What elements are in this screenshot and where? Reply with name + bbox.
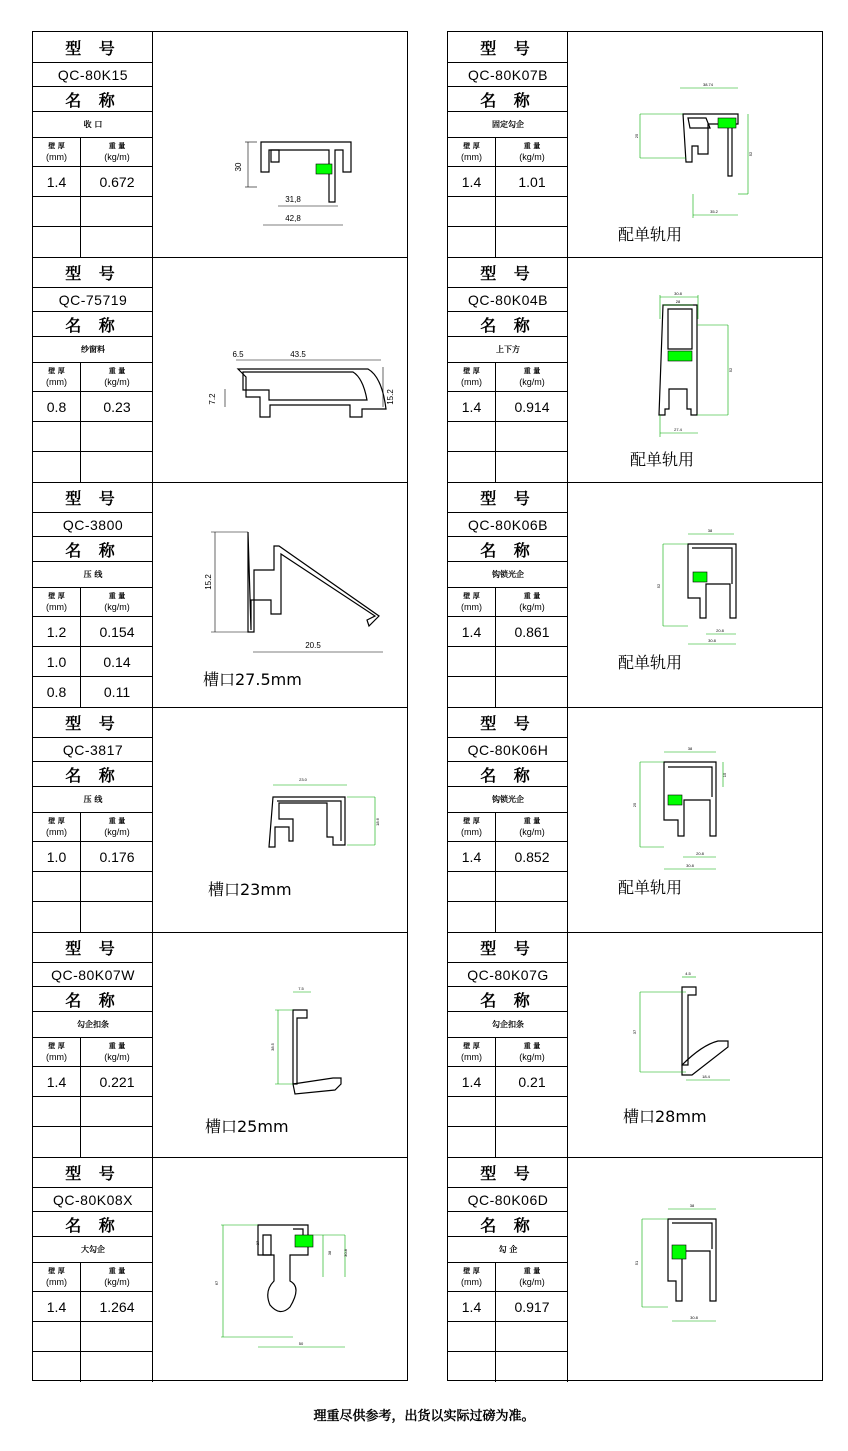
thickness-value	[448, 422, 496, 452]
thickness-value	[33, 197, 81, 227]
weight-header: 重 量 (kg/m)	[496, 588, 568, 617]
model-label: 型 号	[33, 257, 153, 288]
profile-card	[448, 257, 822, 482]
weight-value: 0.21	[496, 1067, 568, 1097]
thickness-value	[448, 197, 496, 227]
dimension-label: 30.8	[708, 638, 716, 643]
weight-value	[496, 1127, 568, 1157]
dimension-label: 38.74	[702, 82, 714, 87]
profile-note: 配单轨用	[618, 225, 683, 244]
weight-value	[81, 422, 153, 452]
profile-note: 槽口28mm	[623, 1107, 707, 1126]
spec-grid	[448, 363, 568, 482]
dimension-label: 15	[722, 772, 727, 778]
dimension-label: 51	[634, 1260, 639, 1266]
thickness-value	[448, 872, 496, 902]
thickness-header: 壁 厚 (mm)	[448, 363, 496, 392]
profile-cross-section	[568, 257, 822, 482]
name-label: 名 称	[448, 1212, 568, 1237]
weight-value	[496, 902, 568, 932]
profile-drawing	[153, 482, 407, 707]
weight-value: 0.672	[81, 167, 153, 197]
model-label: 型 号	[448, 482, 568, 513]
model-label: 型 号	[448, 932, 568, 963]
profile-card	[33, 32, 407, 257]
weight-value: 0.154	[81, 617, 153, 647]
profile-name: 纱窗料	[33, 337, 153, 363]
thickness-value: 1.4	[448, 842, 496, 872]
thickness-value	[33, 452, 81, 482]
spec-grid	[33, 813, 153, 932]
weight-header: 重 量 (kg/m)	[496, 138, 568, 167]
weight-header: 重 量 (kg/m)	[496, 1038, 568, 1067]
dimension-label: 7.2	[208, 393, 217, 405]
weight-value	[496, 677, 568, 707]
weight-value	[81, 1097, 153, 1127]
spec-grid	[448, 588, 568, 707]
thickness-value: 1.4	[448, 167, 496, 197]
profile-info-table	[33, 257, 153, 482]
dimension-label: 52	[656, 583, 661, 589]
weight-value: 0.914	[496, 392, 568, 422]
profile-name: 压 线	[33, 787, 153, 813]
thickness-value	[33, 1127, 81, 1157]
profile-info-table	[33, 32, 153, 257]
thickness-header: 壁 厚 (mm)	[33, 813, 81, 842]
profile-note: 槽口27.5mm	[203, 670, 302, 689]
weight-value: 1.01	[496, 167, 568, 197]
thickness-value	[33, 1322, 81, 1352]
profile-note: 槽口25mm	[205, 1117, 289, 1136]
thickness-value	[448, 1322, 496, 1352]
profile-info-table	[33, 1157, 153, 1382]
dimension-label: 20.8	[696, 851, 704, 856]
dimension-label: 15.2	[204, 574, 213, 590]
profile-note: 槽口23mm	[208, 880, 292, 899]
profile-name: 钩锁光企	[448, 787, 568, 813]
profile-drawing	[568, 1157, 822, 1382]
profile-info-table	[33, 932, 153, 1157]
dimension-label: 15.2	[386, 389, 395, 405]
weight-value	[81, 197, 153, 227]
thickness-value	[448, 1352, 496, 1382]
weight-value	[496, 227, 568, 257]
thickness-header: 壁 厚 (mm)	[448, 138, 496, 167]
model-number: QC-80K07W	[33, 963, 153, 987]
name-label: 名 称	[33, 87, 153, 112]
weight-value: 0.176	[81, 842, 153, 872]
model-number: QC-80K06D	[448, 1188, 568, 1212]
model-number: QC-80K04B	[448, 288, 568, 312]
spec-grid	[448, 813, 568, 932]
profile-cross-section	[568, 1157, 822, 1382]
thickness-value: 1.0	[33, 647, 81, 677]
profile-drawing	[568, 482, 822, 707]
thickness-value: 0.8	[33, 677, 81, 707]
thickness-header: 壁 厚 (mm)	[33, 363, 81, 392]
dimension-label: 4.5	[685, 971, 691, 976]
profile-note: 配单轨用	[618, 653, 683, 672]
profile-name: 固定勾企	[448, 112, 568, 138]
dimension-label: 38	[327, 1250, 332, 1256]
profile-info-table	[448, 932, 568, 1157]
thickness-value	[33, 872, 81, 902]
thickness-value	[33, 227, 81, 257]
thickness-value: 1.4	[448, 392, 496, 422]
profile-name: 压 线	[33, 562, 153, 588]
weight-header: 重 量 (kg/m)	[496, 363, 568, 392]
weight-header: 重 量 (kg/m)	[81, 1038, 153, 1067]
profile-cross-section	[568, 32, 822, 257]
dimension-label: 30.8	[343, 1249, 348, 1257]
model-number: QC-75719	[33, 288, 153, 312]
name-label: 名 称	[448, 312, 568, 337]
thickness-header: 壁 厚 (mm)	[33, 588, 81, 617]
weight-value	[81, 452, 153, 482]
thickness-header: 壁 厚 (mm)	[33, 1263, 81, 1292]
weight-header: 重 量 (kg/m)	[81, 138, 153, 167]
thickness-value	[33, 902, 81, 932]
model-number: QC-80K06B	[448, 513, 568, 537]
spec-grid	[33, 138, 153, 257]
dimension-label: 30.8	[686, 863, 694, 868]
model-number: QC-80K07B	[448, 63, 568, 87]
weight-value: 0.14	[81, 647, 153, 677]
profile-drawing	[568, 707, 822, 932]
model-label: 型 号	[33, 932, 153, 963]
weight-value	[81, 902, 153, 932]
model-label: 型 号	[33, 1157, 153, 1188]
dimension-label: 18.6	[375, 818, 380, 826]
name-label: 名 称	[448, 987, 568, 1012]
spec-grid	[33, 1263, 153, 1382]
name-label: 名 称	[33, 987, 153, 1012]
thickness-header: 壁 厚 (mm)	[448, 588, 496, 617]
profile-name: 钩锁光企	[448, 562, 568, 588]
profile-info-table	[33, 707, 153, 932]
weight-value	[496, 872, 568, 902]
weight-value	[496, 452, 568, 482]
profile-cross-section	[153, 32, 407, 257]
profile-drawing	[568, 257, 822, 482]
profile-note: 配单轨用	[630, 450, 695, 469]
dimension-label: 30	[234, 162, 243, 172]
footer-note: 理重尽供参考，出货以实际过磅为准。	[313, 1409, 535, 1424]
dimension-label: 38.5	[270, 1043, 275, 1051]
dimension-label: 35.2	[710, 209, 718, 214]
dimension-label: 18.4	[702, 1074, 710, 1079]
weight-value	[496, 197, 568, 227]
thickness-value: 1.4	[448, 1292, 496, 1322]
model-number: QC-80K08X	[33, 1188, 153, 1212]
weight-header: 重 量 (kg/m)	[81, 363, 153, 392]
model-label: 型 号	[33, 482, 153, 513]
thickness-value	[448, 452, 496, 482]
profile-card	[33, 707, 407, 932]
name-label: 名 称	[33, 1212, 153, 1237]
weight-value: 0.852	[496, 842, 568, 872]
weight-header: 重 量 (kg/m)	[81, 1263, 153, 1292]
spec-grid	[33, 1038, 153, 1157]
weight-value	[81, 227, 153, 257]
weight-value	[496, 1352, 568, 1382]
dimension-label: 38	[687, 746, 693, 751]
weight-value: 0.11	[103, 684, 131, 700]
profile-cross-section	[153, 1157, 407, 1382]
profile-drawing	[568, 32, 822, 257]
model-number: QC-3817	[33, 738, 153, 762]
name-label: 名 称	[33, 762, 153, 787]
dimension-label: 43.5	[290, 350, 306, 359]
thickness-value	[33, 422, 81, 452]
thickness-value: 1.0	[33, 842, 81, 872]
profile-card	[448, 32, 822, 257]
profile-drawing	[568, 932, 822, 1157]
dimension-label: 30.8	[674, 291, 682, 296]
thickness-value	[33, 1097, 81, 1127]
model-number: QC-80K15	[33, 63, 153, 87]
dimension-label: 20.8	[716, 628, 724, 633]
profile-info-table	[33, 482, 153, 707]
dimension-label: 6.5	[232, 350, 244, 359]
thickness-header: 壁 厚 (mm)	[448, 1038, 496, 1067]
dimension-label: 37	[255, 1240, 260, 1246]
thickness-header: 壁 厚 (mm)	[33, 1038, 81, 1067]
thickness-value: 1.4	[448, 1067, 496, 1097]
dimension-label: 52	[748, 151, 753, 157]
profile-card	[33, 932, 407, 1157]
weight-value: 0.23	[81, 392, 153, 422]
profile-drawing	[153, 257, 407, 482]
spec-grid	[448, 1038, 568, 1157]
profile-card	[448, 482, 822, 707]
dimension-label: 50	[298, 1341, 304, 1346]
thickness-header: 壁 厚 (mm)	[33, 138, 81, 167]
profile-cross-section	[568, 707, 822, 932]
weight-value	[81, 1127, 153, 1157]
profile-drawing	[153, 932, 407, 1157]
dimension-label: 31,8	[285, 195, 301, 204]
weight-header: 重 量 (kg/m)	[496, 1263, 568, 1292]
profile-info-table	[448, 1157, 568, 1382]
profile-name: 大勾企	[33, 1237, 153, 1263]
dimension-label: 30.8	[690, 1315, 698, 1320]
dimension-label: 25	[632, 802, 637, 808]
profile-name: 勾企扣条	[33, 1012, 153, 1038]
dimension-label: 23.0	[299, 777, 307, 782]
dimension-label: 67	[214, 1280, 219, 1286]
model-label: 型 号	[448, 1157, 568, 1188]
model-number: QC-3800	[33, 513, 153, 537]
thickness-value	[448, 1097, 496, 1127]
model-label: 型 号	[33, 32, 153, 63]
weight-value: 0.917	[496, 1292, 568, 1322]
profile-cross-section	[568, 482, 822, 707]
right-column	[447, 31, 823, 1381]
profile-card	[448, 707, 822, 932]
thickness-value	[448, 227, 496, 257]
name-label: 名 称	[33, 312, 153, 337]
profile-name: 收 口	[33, 112, 153, 138]
dimension-label: 38	[689, 1203, 695, 1208]
thickness-value: 0.8	[33, 392, 81, 422]
profile-note: 配单轨用	[618, 878, 683, 897]
name-label: 名 称	[448, 87, 568, 112]
dimension-label: 25	[634, 133, 639, 139]
dimension-label: 37	[632, 1029, 637, 1035]
weight-value	[81, 1352, 153, 1382]
profile-name: 勾 企	[448, 1237, 568, 1263]
thickness-value: 1.4	[33, 1067, 81, 1097]
model-number: QC-80K07G	[448, 963, 568, 987]
weight-value: 0.221	[81, 1067, 153, 1097]
profile-card	[448, 932, 822, 1157]
weight-value	[81, 872, 153, 902]
thickness-value: 1.2	[33, 617, 81, 647]
profile-card	[33, 482, 407, 707]
dimension-label: 42,8	[285, 214, 301, 223]
thickness-header: 壁 厚 (mm)	[448, 1263, 496, 1292]
spec-grid	[33, 363, 153, 482]
profile-card	[33, 257, 407, 482]
profile-card	[33, 1157, 407, 1382]
model-label: 型 号	[33, 707, 153, 738]
thickness-value	[448, 677, 496, 707]
dimension-label: 52	[728, 367, 733, 373]
thickness-value: 1.4	[33, 1292, 81, 1322]
thickness-header: 壁 厚 (mm)	[448, 813, 496, 842]
profile-info-table	[448, 707, 568, 932]
thickness-value: 1.4	[33, 167, 81, 197]
name-label: 名 称	[448, 537, 568, 562]
profile-cross-section	[153, 257, 407, 482]
weight-header: 重 量 (kg/m)	[81, 813, 153, 842]
name-label: 名 称	[33, 537, 153, 562]
weight-header: 重 量 (kg/m)	[496, 813, 568, 842]
model-number: QC-80K06H	[448, 738, 568, 762]
thickness-value	[448, 647, 496, 677]
weight-value	[496, 1097, 568, 1127]
weight-header: 重 量 (kg/m)	[81, 588, 153, 617]
profile-name: 勾企扣条	[448, 1012, 568, 1038]
model-label: 型 号	[448, 32, 568, 63]
model-label: 型 号	[448, 707, 568, 738]
weight-value	[81, 1322, 153, 1352]
spec-grid	[33, 588, 153, 707]
profile-name: 上下方	[448, 337, 568, 363]
weight-value	[496, 647, 568, 677]
profile-card	[448, 1157, 822, 1382]
left-column	[32, 31, 408, 1381]
profile-drawing	[153, 707, 407, 932]
thickness-value	[33, 1352, 81, 1382]
profile-info-table	[448, 257, 568, 482]
weight-value	[496, 1322, 568, 1352]
profile-drawing	[153, 32, 407, 257]
thickness-value	[448, 1127, 496, 1157]
dimension-label: 28	[675, 299, 681, 304]
name-label: 名 称	[448, 762, 568, 787]
dimension-label: 27.4	[674, 427, 682, 432]
profile-drawing	[153, 1157, 407, 1382]
dimension-label: 7.5	[298, 986, 304, 991]
weight-value: 1.264	[81, 1292, 153, 1322]
weight-value	[496, 422, 568, 452]
dimension-label: 38	[707, 528, 713, 533]
spec-grid	[448, 138, 568, 257]
profile-info-table	[448, 482, 568, 707]
dimension-label: 20.5	[305, 641, 321, 650]
spec-grid	[448, 1263, 568, 1382]
profile-info-table	[448, 32, 568, 257]
weight-value: 0.861	[496, 617, 568, 647]
thickness-value	[448, 902, 496, 932]
model-label: 型 号	[448, 257, 568, 288]
thickness-value: 1.4	[448, 617, 496, 647]
